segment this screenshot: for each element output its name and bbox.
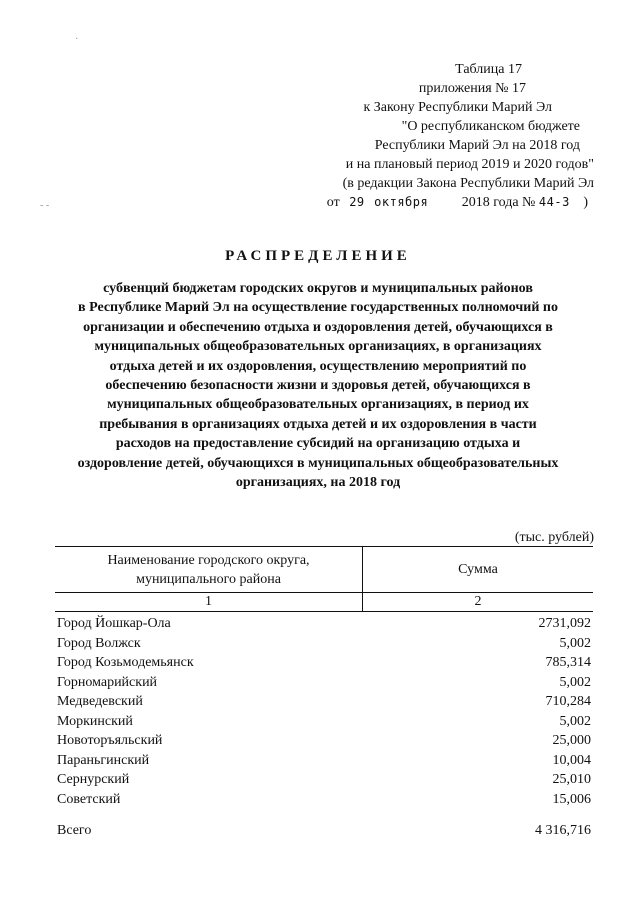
total-label: Всего <box>57 823 92 838</box>
table-header <box>55 546 593 593</box>
column-header-name-line2: муниципального района <box>136 572 281 587</box>
row-name: Параньгинский <box>57 752 150 768</box>
date-day: 29 <box>349 195 365 209</box>
table-row <box>55 770 593 790</box>
subtitle-line: пребывания в организациях отдыха детей и их оздоровления в части <box>99 416 537 432</box>
header-line: Таблица 17 <box>455 62 522 77</box>
subtitle-line: субвенций бюджетам городских округов и муниципальных районов <box>103 281 533 296</box>
table-row <box>55 751 593 771</box>
column-header-sum: Сумма <box>458 562 498 577</box>
table-row <box>55 712 593 732</box>
scan-speck-mark: · <box>75 34 79 45</box>
row-name: Город Волжск <box>57 635 141 651</box>
row-value: 710,284 <box>545 694 591 709</box>
row-value: 15,006 <box>552 791 591 807</box>
row-name: Горномарийский <box>57 674 158 690</box>
subtitle-line: в Республике Марий Эл на осуществление государственных полномочий по <box>78 300 558 316</box>
subtitle-line: расходов на предоставление субсидий на организацию отдыха и <box>115 436 521 452</box>
units-label: (тыс. рублей) <box>514 530 594 545</box>
distribution-table <box>55 546 593 841</box>
header-date-line <box>274 193 594 212</box>
header-line: к Закону Республики Марий Эл <box>363 100 552 115</box>
header-line: приложения № 17 <box>418 81 526 96</box>
table-row <box>55 731 593 751</box>
table-row <box>55 692 593 712</box>
date-prefix: от <box>326 195 340 210</box>
row-value: 2731,092 <box>538 616 591 631</box>
header-line: "О республиканском бюджете <box>401 119 580 134</box>
total-value: 4 316,716 <box>535 823 591 838</box>
row-name: Моркинский <box>57 713 133 729</box>
table-body <box>55 614 593 809</box>
document-subtitle <box>40 279 596 492</box>
scan-speck-mark: - - <box>40 200 50 211</box>
header-line: Республики Марий Эл на 2018 год <box>374 138 580 153</box>
table-row <box>55 653 593 673</box>
row-value: 25,010 <box>552 772 591 787</box>
row-value: 25,000 <box>552 733 591 748</box>
subtitle-line: отдыха детей и их оздоровления, осуществлению мероприятий по <box>109 358 527 374</box>
column-number-2: 2 <box>474 594 482 609</box>
table-row <box>55 634 593 654</box>
subtitle-line: муниципальных общеобразовательных организациях, в организациях <box>94 339 542 355</box>
subtitle-line: организации и обеспечению отдыха и оздоровления детей, обучающихся в <box>83 319 553 335</box>
table-row <box>55 790 593 810</box>
row-name: Новоторъяльский <box>57 733 163 748</box>
subtitle-line: организациях, на 2018 год <box>235 475 401 491</box>
header-line: и на плановый период 2019 и 2020 годов" <box>345 157 594 172</box>
column-header-name <box>55 547 363 592</box>
header-line: (в редакции Закона Республики Марий Эл <box>342 176 594 191</box>
table-row <box>55 673 593 693</box>
column-number-1: 1 <box>55 593 363 611</box>
row-value: 5,002 <box>559 713 591 729</box>
appendix-header <box>274 60 594 212</box>
column-number-row <box>55 593 593 612</box>
row-name: Сернурский <box>57 772 130 787</box>
date-year: 2018 года № <box>461 195 536 210</box>
document-title: РАСПРЕДЕЛЕНИЕ <box>225 248 411 264</box>
close-paren: ) <box>583 195 588 210</box>
subtitle-line: муниципальных общеобразовательных организациях, в период их <box>107 397 529 413</box>
row-value: 785,314 <box>545 655 591 670</box>
date-month: октября <box>374 195 429 209</box>
row-value: 10,004 <box>552 752 591 768</box>
row-value: 5,002 <box>559 674 591 690</box>
law-number: 44-З <box>538 195 570 209</box>
row-name: Город Йошкар-Ола <box>57 616 171 631</box>
row-name: Советский <box>57 791 121 807</box>
total-row <box>55 821 593 841</box>
subtitle-line: оздоровление детей, обучающихся в муниципальных общеобразовательных <box>77 455 559 471</box>
table-row <box>55 614 593 634</box>
column-header-name-line1: Наименование городского округа, <box>107 553 310 568</box>
row-name: Медведевский <box>57 694 143 709</box>
row-name: Город Козьмодемьянск <box>57 655 194 670</box>
row-value: 5,002 <box>559 635 591 651</box>
subtitle-line: обеспечению безопасности жизни и здоровья детей, обучающихся в <box>105 378 531 394</box>
